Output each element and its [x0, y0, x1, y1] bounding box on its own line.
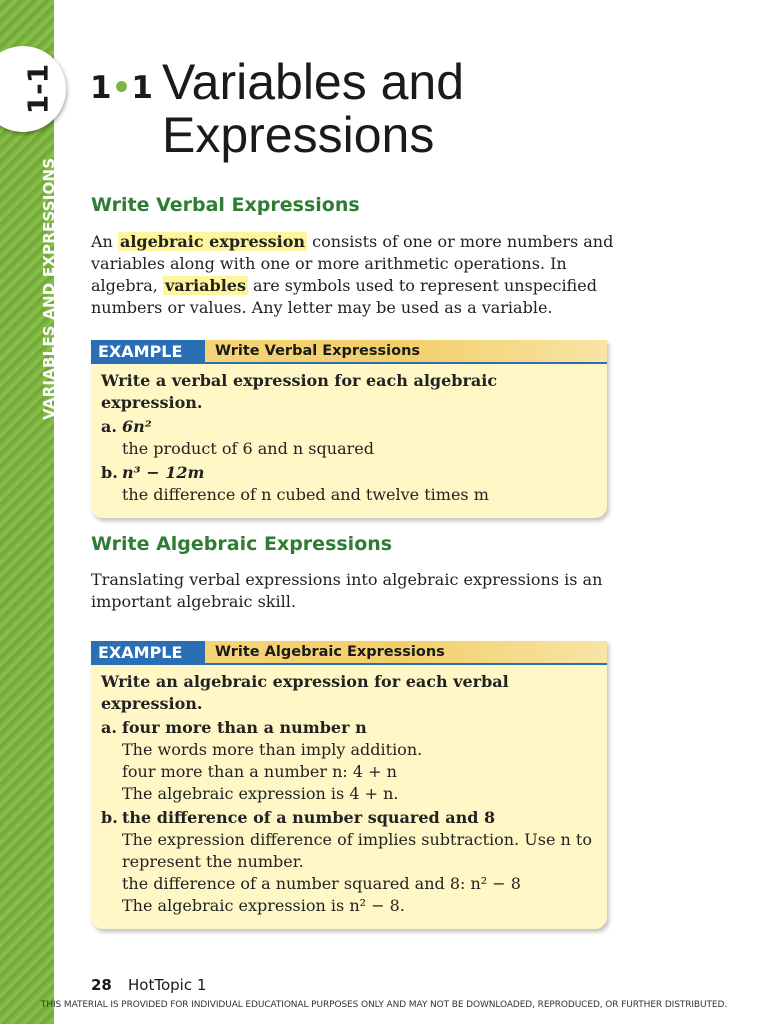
example-item-b — [101, 462, 597, 484]
topic-name: HotTopic 1 — [128, 976, 207, 994]
example-item-b — [101, 807, 597, 829]
page-number: 28 — [91, 976, 112, 994]
example-title: Write Algebraic Expressions — [215, 644, 445, 660]
item-answer: the difference of n cubed and twelve times m — [122, 485, 489, 504]
item-heading: four more than a number n — [122, 718, 367, 737]
example-prompt: Write an algebraic expression for each verbal expression. — [101, 672, 509, 713]
item-letter: b. — [101, 808, 118, 827]
lesson-number-dot: • — [111, 70, 132, 106]
intro-text-middle: consists of one or more numbers and variables along with one or more arithmetic operations. In algebra, — [91, 232, 614, 295]
example-body — [91, 665, 607, 929]
intro-text-start: An — [91, 232, 113, 251]
item-line: the difference of a number squared and 8: n² − 8 — [122, 874, 521, 893]
item-expression: n³ − 12m — [122, 463, 205, 482]
item-line: The algebraic expression is 4 + n. — [122, 784, 399, 803]
example-prompt: Write a verbal expression for each algebraic expression. — [101, 371, 498, 412]
term-variables: variables — [164, 276, 246, 295]
section-heading-algebraic: Write Algebraic Expressions — [91, 533, 393, 555]
side-tab-strip — [0, 0, 54, 1024]
intro-text-end: are symbols used to represent unspecified numbers or values. Any letter may be used as a variable. — [91, 276, 597, 317]
item-line: The expression difference of implies subtraction. Use n to represent the number. — [122, 830, 592, 871]
term-algebraic-expression: algebraic expression — [119, 232, 306, 251]
item-heading: the difference of a number squared and 8 — [122, 808, 496, 827]
item-line: four more than a number n: 4 + n — [122, 762, 397, 781]
example-header — [91, 340, 607, 364]
lesson-number-minor: 1 — [131, 70, 153, 106]
item-letter: b. — [101, 463, 118, 482]
item-expression: 6n² — [122, 417, 152, 436]
example-item-a — [101, 717, 597, 739]
example-label: EXAMPLE — [91, 641, 205, 663]
section-heading-verbal: Write Verbal Expressions — [91, 194, 360, 216]
intro-paragraph — [91, 231, 616, 319]
page-title: Variables and Expressions — [162, 54, 465, 163]
lesson-number-major: 1 — [90, 70, 112, 106]
example-box-verbal — [91, 340, 607, 518]
section2-paragraph: Translating verbal expressions into algebraic expressions is an important algebraic skill. — [91, 570, 603, 611]
side-section-title: VARIABLES AND EXPRESSIONS — [40, 157, 58, 420]
example-label: EXAMPLE — [91, 340, 205, 362]
item-letter: a. — [101, 417, 117, 436]
item-line: The words more than imply addition. — [122, 740, 423, 759]
item-answer: the product of 6 and n squared — [122, 439, 374, 458]
example-header — [91, 641, 607, 665]
example-body — [91, 364, 607, 518]
example-item-a — [101, 416, 597, 438]
item-letter: a. — [101, 718, 117, 737]
lesson-number — [90, 70, 153, 106]
copyright-disclaimer: THIS MATERIAL IS PROVIDED FOR INDIVIDUAL EDUCATIONAL PURPOSES ONLY AND MAY NOT BE DOWNLOADED, REPRODUCED, OR FURTHER DISTRIBUTED. — [40, 1000, 728, 1010]
example-title: Write Verbal Expressions — [215, 343, 421, 359]
example-box-algebraic — [91, 641, 607, 929]
lesson-badge-number: 1-1 — [21, 63, 55, 115]
item-line: The algebraic expression is n² − 8. — [122, 896, 405, 915]
